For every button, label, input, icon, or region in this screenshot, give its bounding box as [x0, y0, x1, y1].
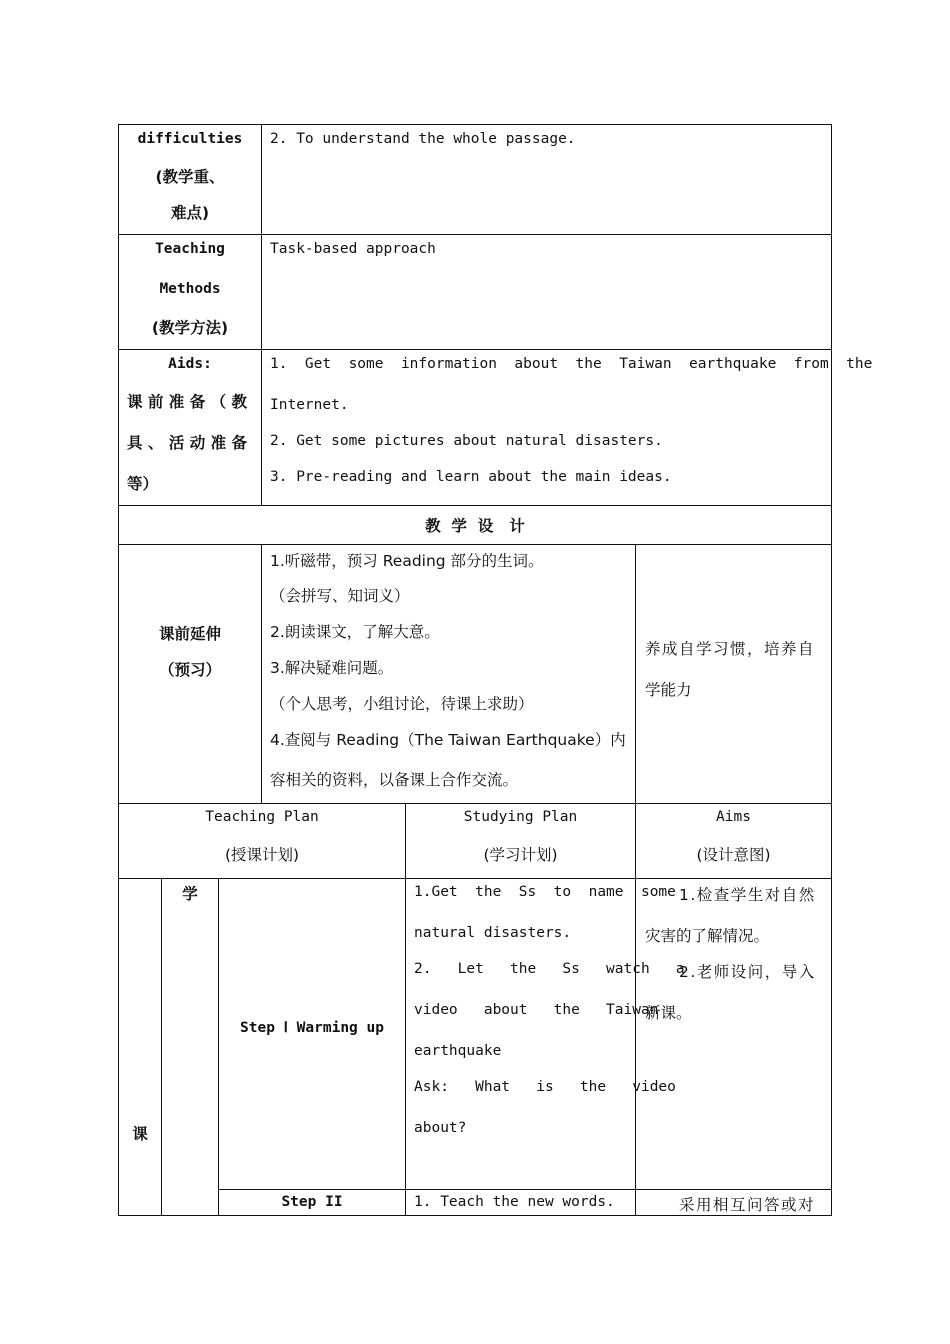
methods-label-3: (教学方法) — [151, 319, 229, 337]
preview-aim-cell — [635, 544, 832, 804]
side-label-inner-cell — [161, 878, 219, 1216]
aids-item-1-cont: Internet. — [270, 397, 349, 413]
difficulties-content-cell — [261, 124, 832, 235]
aids-item-1: 1. Get some information about the Taiwan earthquake from the — [270, 356, 873, 372]
side-label-inner: 学 — [182, 885, 198, 903]
methods-label-1: Teaching — [155, 241, 225, 257]
aids-label-2: 课 前 准 备 （ 教 — [127, 393, 247, 411]
preview-items-cell — [261, 544, 636, 804]
lesson-plan-table — [118, 124, 873, 1216]
preview-label-2: （预习） — [158, 661, 221, 679]
methods-label-cell — [118, 234, 262, 350]
step1-studying-7: about? — [414, 1120, 467, 1136]
step1-studying-4: video about the Taiwan — [414, 1002, 659, 1018]
step1-aims-3: 2.老师设问，导入 — [679, 963, 816, 981]
design-title: 教 学 设 计 — [425, 517, 525, 535]
step1-title-cell — [218, 878, 406, 1190]
preview-item-3: 2.朗读课文，了解大意。 — [270, 623, 440, 641]
difficulties-label-en: difficulties — [137, 131, 243, 147]
step1-aims-1: 1.检查学生对自然 — [679, 886, 816, 904]
step1-studying-5: earthquake — [414, 1043, 502, 1059]
step1-aims-4: 新课。 — [645, 1004, 692, 1022]
step1-title: Step Ⅰ Warming up — [240, 1020, 384, 1036]
methods-content: Task-based approach — [270, 241, 436, 257]
step1-studying-2: natural disasters. — [414, 925, 572, 941]
preview-item-5: （个人思考，小组讨论，待课上求助） — [270, 695, 534, 713]
header-studying-plan — [405, 803, 636, 879]
design-title-cell — [118, 505, 832, 545]
side-label-outer-cell — [118, 878, 162, 1216]
preview-item-2: （会拼写、知词义） — [270, 587, 410, 605]
aids-label-3: 具 、 活 动 准 备 — [127, 434, 247, 452]
table-bottom-border — [118, 1215, 832, 1216]
step2-aims-cell — [635, 1189, 832, 1216]
preview-label-cell — [118, 544, 262, 804]
aids-label-1: Aids: — [168, 356, 212, 372]
aids-content-cell — [261, 349, 873, 506]
step2-studying: 1. Teach the new words. — [414, 1194, 615, 1210]
difficulties-label-cell — [118, 124, 262, 235]
step1-studying-3: 2. Let the Ss watch a — [414, 961, 685, 977]
side-label-outer: 课 — [132, 1125, 148, 1143]
preview-item-7: 容相关的资料，以备课上合作交流。 — [270, 771, 519, 789]
preview-item-4: 3.解决疑难问题。 — [270, 659, 394, 677]
header-studying-en: Studying Plan — [463, 809, 578, 825]
step2-studying-cell — [405, 1189, 636, 1216]
step2-title: Step II — [281, 1194, 343, 1210]
difficulties-label-cn2: 难点) — [170, 204, 210, 222]
header-studying-cn: (学习计划) — [483, 846, 558, 864]
step1-aims-cell — [635, 878, 832, 1190]
step2-title-cell — [218, 1189, 406, 1216]
aids-label-4: 等） — [127, 475, 159, 493]
header-aims — [635, 803, 832, 879]
step1-aims-2: 灾害的了解情况。 — [645, 927, 770, 945]
aids-item-3: 3. Pre-reading and learn about the main ideas. — [270, 469, 672, 485]
header-teaching-en: Teaching Plan — [205, 809, 319, 825]
header-aims-cn: (设计意图) — [696, 846, 771, 864]
header-aims-en: Aims — [716, 809, 751, 825]
methods-content-cell — [261, 234, 832, 350]
methods-label-2: Methods — [159, 281, 221, 297]
step1-studying-1: 1.Get the Ss to name some — [414, 884, 676, 900]
preview-aim-2: 学能力 — [645, 681, 692, 699]
difficulties-content: 2. To understand the whole passage. — [270, 131, 576, 147]
preview-item-1: 1.听磁带，预习 Reading 部分的生词。 — [270, 552, 544, 570]
aids-label-cell — [118, 349, 262, 506]
preview-aim-1: 养成自学习惯，培养自 — [645, 640, 816, 658]
preview-item-6: 4.查阅与 Reading（The Taiwan Earthquake）内 — [270, 731, 626, 749]
step2-aims: 采用相互问答或对 — [679, 1196, 816, 1214]
step1-studying-6: Ask: What is the video — [414, 1079, 676, 1095]
header-teaching-plan — [118, 803, 406, 879]
difficulties-label-cn1: (教学重、 — [155, 168, 225, 186]
header-teaching-cn: (授课计划) — [224, 846, 300, 864]
aids-item-2: 2. Get some pictures about natural disasters. — [270, 433, 663, 449]
preview-label-1: 课前延伸 — [158, 625, 221, 643]
